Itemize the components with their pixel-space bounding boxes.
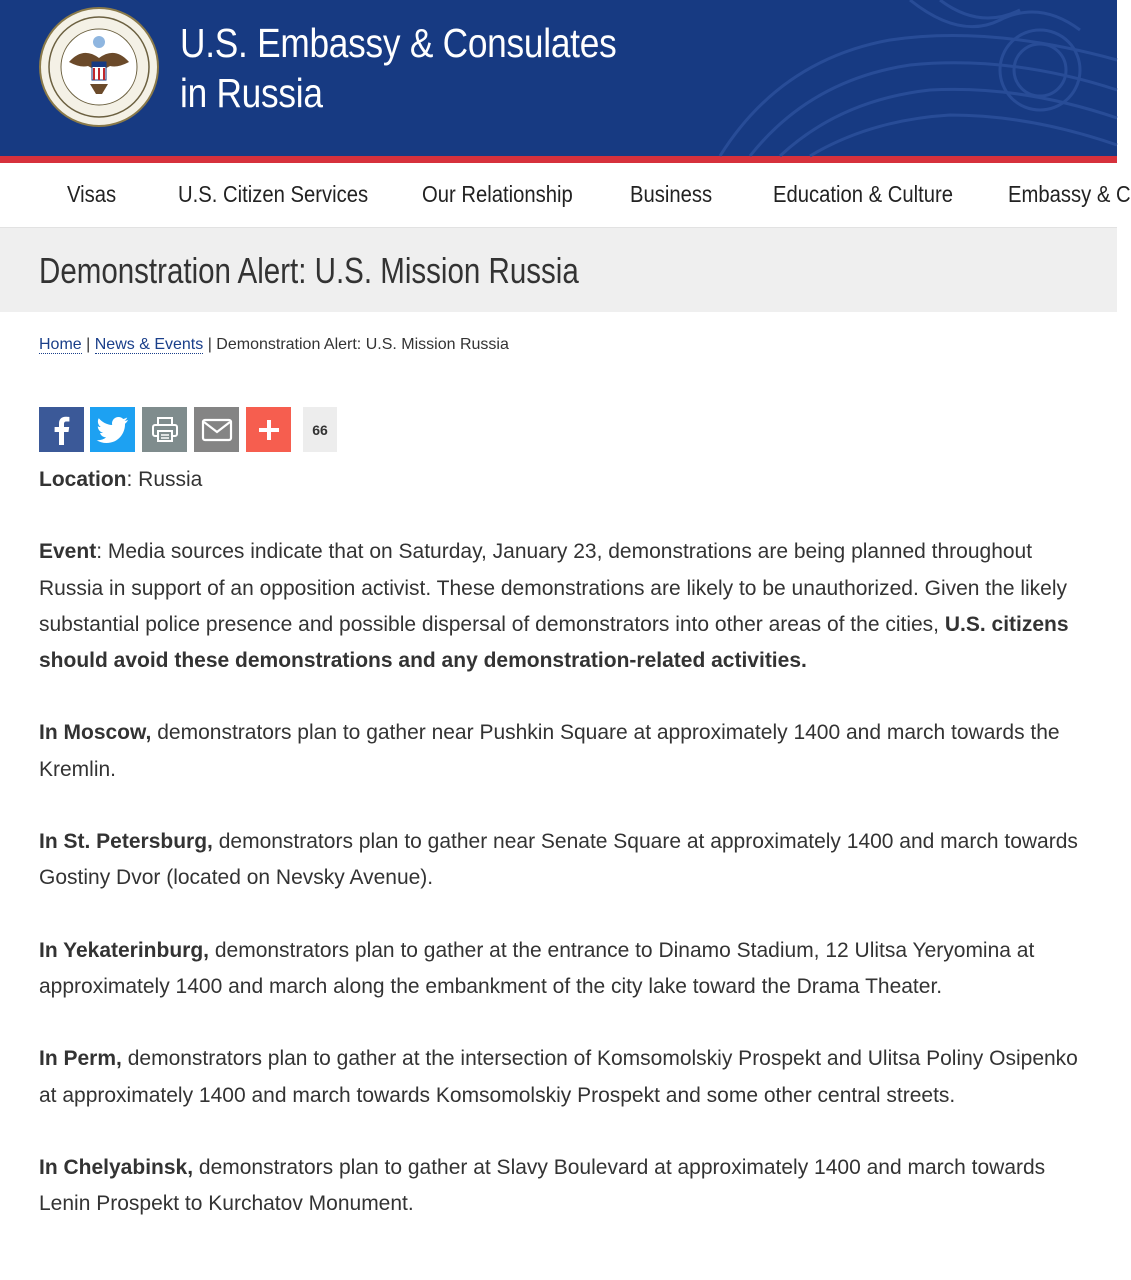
more-share-button[interactable] [246, 407, 291, 452]
breadcrumb-news-link[interactable]: News & Events [94, 336, 204, 353]
breadcrumb [39, 336, 509, 354]
nav-item-education-culture[interactable]: Education & Culture [773, 181, 954, 207]
city-label: In Chelyabinsk, [39, 1155, 194, 1179]
city-paragraph-chelyabinsk [39, 1150, 1094, 1223]
event-text: : Media sources indicate that on Saturday, January 23, demonstrations are being planned throughout Russia in support of an opposition activist. These demonstrations are likely to be unauthorized. Given the likely substantial police presence and possible dispersal of demonstrators into other areas of the cities, [39, 540, 1068, 636]
eagle-watermark-icon [660, 0, 1117, 156]
city-paragraph-st-petersburg [39, 824, 1094, 897]
city-label: In Perm, [39, 1047, 122, 1071]
facebook-icon [49, 415, 75, 445]
email-share-button[interactable] [194, 407, 239, 452]
header-accent-bar [0, 156, 1117, 163]
site-header [0, 0, 1117, 156]
location-paragraph [39, 462, 1094, 498]
twitter-share-button[interactable] [90, 407, 135, 452]
city-text: demonstrators plan to gather at the entrance to Dinamo Stadium, 12 Ulitsa Yeryomina at approximately 1400 and march along the embankment of the city lake toward the Drama Theater. [39, 938, 1035, 998]
nav-item-visas[interactable]: Visas [67, 181, 117, 207]
site-title[interactable] [180, 18, 616, 118]
city-text: demonstrators plan to gather near Senate Square at approximately 1400 and march towards Gostiny Dvor (located on Nevsky Avenue). [39, 830, 1078, 890]
location-label: Location [39, 468, 127, 491]
breadcrumb-current: Demonstration Alert: U.S. Mission Russia [216, 336, 509, 353]
facebook-share-button[interactable] [39, 407, 84, 452]
email-icon [202, 419, 232, 441]
article-body [39, 462, 1094, 1222]
city-paragraph-moscow [39, 715, 1094, 788]
print-icon [151, 417, 179, 443]
breadcrumb-separator: | [207, 336, 212, 353]
city-text: demonstrators plan to gather at Slavy Boulevard at approximately 1400 and march towards Lenin Prospekt to Kurchatov Monument. [39, 1155, 1046, 1216]
print-button[interactable] [142, 407, 187, 452]
city-text: demonstrators plan to gather at the intersection of Komsomolskiy Prospekt and Ulitsa Poliny Osipenko at approximately 1400 and march towards Komsomolskiy Prospekt and some other central streets. [39, 1047, 1078, 1107]
location-value: : Russia [126, 468, 203, 491]
main-navigation [0, 163, 1131, 228]
site-title-line1: U.S. Embassy & Consulates [180, 20, 617, 66]
city-paragraph-perm [39, 1041, 1094, 1114]
breadcrumb-home-link[interactable]: Home [39, 336, 82, 353]
nav-item-embassy[interactable]: Embassy & C [1008, 181, 1131, 207]
site-title-line2: in Russia [180, 70, 323, 116]
city-paragraph-yekaterinburg [39, 933, 1094, 1006]
event-paragraph [39, 534, 1094, 679]
nav-item-citizen-services[interactable]: U.S. Citizen Services [178, 181, 369, 207]
twitter-icon [97, 416, 129, 444]
nav-item-business[interactable]: Business [630, 181, 713, 207]
city-label: In Yekaterinburg, [39, 938, 209, 962]
department-of-state-seal-icon[interactable] [38, 6, 160, 128]
event-warning: U.S. citizens should avoid these demonstrations and any demonstration-related activities. [39, 612, 1069, 673]
page-title-band [0, 228, 1117, 312]
city-label: In Moscow, [39, 721, 152, 745]
breadcrumb-separator: | [86, 336, 91, 353]
plus-icon [257, 418, 281, 442]
nav-item-our-relationship[interactable]: Our Relationship [422, 181, 573, 207]
share-count: 66 [303, 407, 337, 452]
city-text: demonstrators plan to gather near Pushkin Square at approximately 1400 and march towards the Kremlin. [39, 721, 1060, 781]
event-label: Event [39, 540, 97, 564]
city-label: In St. Petersburg, [39, 830, 213, 854]
page-title: Demonstration Alert: U.S. Mission Russia [39, 250, 579, 291]
